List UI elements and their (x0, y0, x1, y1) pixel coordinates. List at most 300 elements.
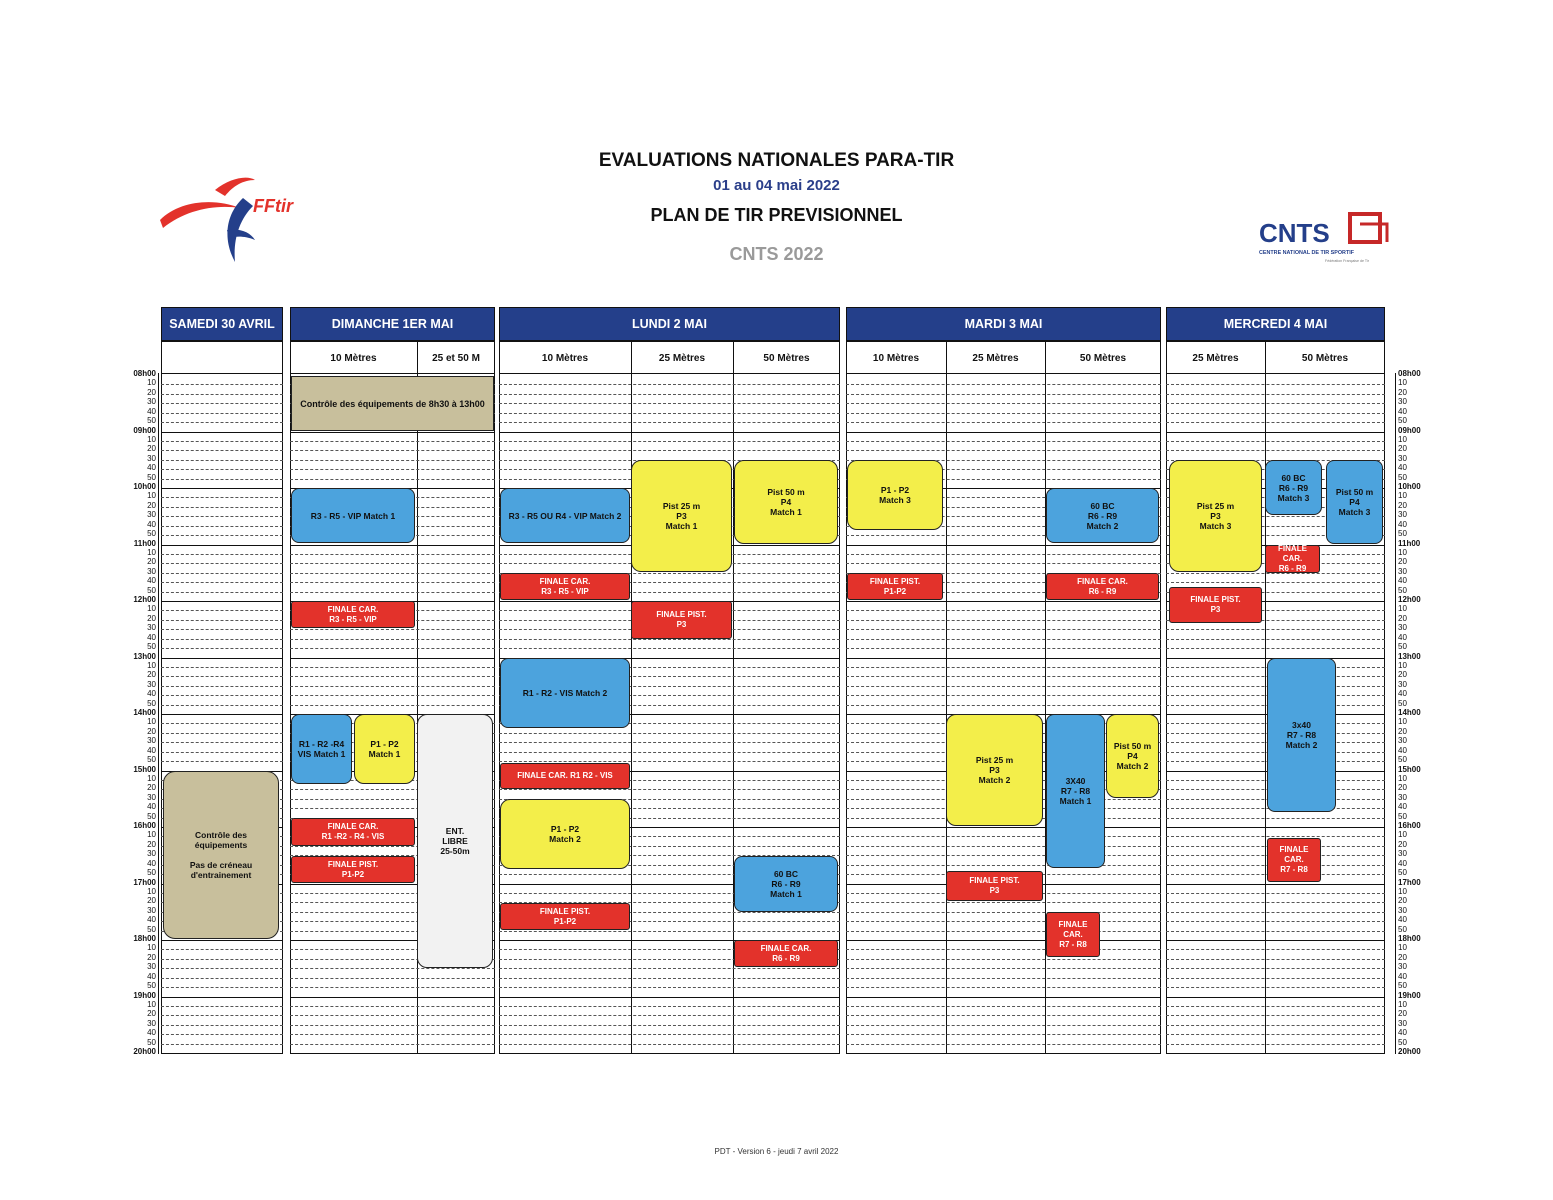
slot-line (161, 667, 283, 668)
hour-line (1166, 997, 1385, 998)
minute-label: 20 (1398, 1009, 1407, 1019)
slot-line (846, 686, 1161, 687)
minute-label: 30 (147, 736, 156, 746)
minute-label: 40 (1398, 463, 1407, 473)
hour-label: 17h00 (133, 877, 156, 887)
slot-line (290, 554, 495, 555)
minute-label: 50 (1398, 472, 1407, 482)
minute-label: 40 (147, 406, 156, 416)
slot-line (161, 563, 283, 564)
slot-line (1166, 1044, 1385, 1045)
minute-label: 30 (1398, 849, 1407, 859)
slot-line (846, 1044, 1161, 1045)
slot-line (499, 394, 840, 395)
slot-line (161, 648, 283, 649)
slot-line (499, 450, 840, 451)
hour-label: 18h00 (1398, 934, 1421, 943)
hour-line (161, 488, 283, 489)
minute-label: 30 (1398, 1018, 1407, 1028)
minute-label: 50 (147, 981, 156, 991)
minute-label: 10 (1398, 660, 1407, 670)
slot-line (290, 648, 495, 649)
slot-line (290, 978, 495, 979)
slot-line (499, 1034, 840, 1035)
slot-line (161, 987, 283, 988)
schedule-event: Pist 50 m P4 Match 2 (1106, 714, 1159, 798)
schedule-event: 60 BC R6 - R9 Match 2 (1046, 488, 1159, 543)
slot-line (161, 705, 283, 706)
minute-label: 30 (147, 623, 156, 633)
day-header: MERCREDI 4 MAI (1166, 307, 1385, 341)
slot-line (846, 563, 1161, 564)
schedule-event: R1 - R2 -R4 VIS Match 1 (291, 714, 352, 784)
minute-label: 40 (1398, 689, 1407, 699)
slot-line (846, 921, 1161, 922)
minute-label: 50 (1398, 1037, 1407, 1047)
minute-label: 20 (1398, 783, 1407, 793)
slot-line (161, 761, 283, 762)
hour-line (846, 545, 1161, 546)
version-footer: PDT - Version 6 - jeudi 7 avril 2022 (714, 1147, 839, 1156)
minute-label: 40 (147, 463, 156, 473)
minute-label: 20 (1398, 670, 1407, 680)
hour-label: 11h00 (133, 538, 156, 548)
hour-line (846, 432, 1161, 433)
minute-label: 20 (147, 783, 156, 793)
hour-line (290, 997, 495, 998)
slot-line (161, 949, 283, 950)
minute-label: 50 (1398, 811, 1407, 821)
minute-label: 30 (147, 679, 156, 689)
slot-line (846, 836, 1161, 837)
minute-label: 50 (1398, 416, 1407, 426)
minute-label: 40 (1398, 1028, 1407, 1038)
hour-label: 16h00 (133, 821, 156, 830)
slot-line (1166, 949, 1385, 950)
schedule-event: 60 BC R6 - R9 Match 3 (1265, 460, 1322, 515)
slot-line (290, 460, 495, 461)
slot-line (499, 1006, 840, 1007)
minute-label: 40 (1398, 971, 1407, 981)
minute-label: 10 (147, 886, 156, 896)
minute-label: 40 (147, 802, 156, 812)
minute-label: 20 (1398, 557, 1407, 567)
slot-line (846, 968, 1161, 969)
slot-line (846, 450, 1161, 451)
minute-label: 40 (147, 971, 156, 981)
slot-line (290, 479, 495, 480)
slot-line (846, 441, 1161, 442)
slot-line (846, 422, 1161, 423)
slot-line (290, 450, 495, 451)
minute-label: 20 (147, 613, 156, 623)
hour-line (290, 658, 495, 659)
minute-label: 10 (147, 604, 156, 614)
minute-label: 10 (1398, 830, 1407, 840)
minute-label: 20 (1398, 500, 1407, 510)
slot-line (846, 695, 1161, 696)
slot-line (846, 1015, 1161, 1016)
slot-line (846, 902, 1161, 903)
slot-line (161, 723, 283, 724)
slot-line (846, 865, 1161, 866)
slot-line (290, 676, 495, 677)
minute-label: 30 (1398, 736, 1407, 746)
slot-line (161, 573, 283, 574)
cnts-logo-caption2: Fédération Française de Tir (1325, 259, 1369, 263)
hour-line (290, 432, 495, 433)
minute-label: 40 (1398, 406, 1407, 416)
range-divider (946, 341, 947, 1054)
hour-line (499, 432, 840, 433)
slot-line (1166, 582, 1385, 583)
minute-label: 10 (1398, 999, 1407, 1009)
hour-label: 19h00 (133, 990, 156, 1000)
minute-label: 30 (147, 510, 156, 520)
slot-line (499, 648, 840, 649)
hour-label: 10h00 (1398, 482, 1421, 491)
slot-line (1166, 394, 1385, 395)
hour-line (846, 373, 1161, 374)
minute-label: 30 (1398, 510, 1407, 520)
minute-label: 50 (147, 868, 156, 878)
minute-label: 30 (1398, 566, 1407, 576)
edition-label: CNTS 2022 (729, 244, 824, 264)
hour-line (1166, 373, 1385, 374)
hour-line (161, 714, 283, 715)
schedule-event: Contrôle des équipements Pas de créneau d'entrainement (163, 771, 279, 939)
minute-label: 10 (147, 491, 156, 501)
slot-line (846, 413, 1161, 414)
hour-label: 14h00 (133, 708, 156, 717)
hour-line (290, 545, 495, 546)
cnts-logo-caption: CENTRE NATIONAL DE TIR SPORTIF (1259, 250, 1355, 256)
minute-label: 30 (1398, 453, 1407, 463)
hour-label: 20h00 (1398, 1047, 1421, 1056)
slot-line (1166, 1015, 1385, 1016)
slot-line (161, 469, 283, 470)
minute-label: 10 (1398, 943, 1407, 953)
schedule-event: Pist 50 m P4 Match 3 (1326, 460, 1383, 544)
minute-label: 20 (147, 670, 156, 680)
slot-line (846, 931, 1161, 932)
schedule-event: P1 - P2 Match 3 (847, 460, 943, 530)
minute-label: 10 (147, 943, 156, 953)
schedule-event: Pist 50 m P4 Match 1 (734, 460, 838, 544)
slot-line (1166, 648, 1385, 649)
slot-line (846, 554, 1161, 555)
minute-label: 50 (147, 585, 156, 595)
hour-label: 19h00 (1398, 990, 1421, 1000)
schedule-event: P1 - P2 Match 1 (354, 714, 415, 784)
slot-line (499, 403, 840, 404)
slot-line (161, 610, 283, 611)
hour-line (846, 997, 1161, 998)
schedule-event: FINALE CAR. R6 - R9 (1046, 573, 1159, 600)
schedule-event: FINALE PIST. P3 (1169, 587, 1262, 623)
slot-line (499, 931, 840, 932)
slot-line (846, 855, 1161, 856)
hour-line (846, 827, 1161, 828)
minute-label: 10 (147, 660, 156, 670)
slot-line (161, 959, 283, 960)
minute-label: 30 (147, 566, 156, 576)
schedule-event: FINALE CAR. R1 -R2 - R4 - VIS (291, 818, 415, 846)
schedule-event: ENT. LIBRE 25-50m (417, 714, 493, 968)
range-header: 25 Mètres (658, 352, 706, 364)
slot-line (161, 1034, 283, 1035)
minute-label: 10 (147, 830, 156, 840)
minute-label: 50 (147, 755, 156, 765)
slot-line (846, 846, 1161, 847)
slot-line (161, 968, 283, 969)
minute-label: 30 (1398, 623, 1407, 633)
slot-line (290, 695, 495, 696)
slot-line (1166, 1006, 1385, 1007)
slot-line (290, 592, 495, 593)
day-header: LUNDI 2 MAI (499, 307, 840, 341)
range-header (161, 343, 283, 373)
hour-line (161, 997, 283, 998)
minute-label: 40 (1398, 745, 1407, 755)
schedule-event: FINALE CAR. R7 - R8 (1267, 838, 1321, 882)
hour-line (161, 545, 283, 546)
schedule-event: FINALE PIST. P1-P2 (291, 856, 415, 883)
slot-line (1166, 441, 1385, 442)
slot-line (499, 384, 840, 385)
hour-line (290, 373, 495, 374)
slot-line (846, 676, 1161, 677)
slot-line (161, 507, 283, 508)
minute-label: 10 (1398, 773, 1407, 783)
day-header: DIMANCHE 1ER MAI (290, 307, 495, 341)
day-column (846, 341, 1161, 1054)
slot-line (846, 912, 1161, 913)
minute-label: 40 (147, 576, 156, 586)
minute-label: 50 (147, 924, 156, 934)
minute-label: 30 (1398, 679, 1407, 689)
hour-label: 20h00 (133, 1047, 156, 1056)
minute-label: 30 (147, 962, 156, 972)
slot-line (161, 450, 283, 451)
minute-label: 50 (1398, 868, 1407, 878)
range-divider (1265, 341, 1266, 1054)
slot-line (1166, 639, 1385, 640)
minute-label: 40 (147, 745, 156, 755)
range-header: 50 Mètres (763, 352, 810, 364)
slot-line (499, 752, 840, 753)
slot-line (290, 639, 495, 640)
slot-line (1166, 1034, 1385, 1035)
slot-line (499, 761, 840, 762)
time-axis-right (1395, 373, 1396, 1054)
range-header: 10 Mètres (541, 352, 589, 364)
slot-line (1166, 384, 1385, 385)
slot-line (846, 394, 1161, 395)
minute-label: 50 (1398, 642, 1407, 652)
slot-line (161, 686, 283, 687)
slot-line (161, 516, 283, 517)
slot-line (1166, 987, 1385, 988)
fftir-logo (155, 170, 315, 265)
slot-line (290, 968, 495, 969)
minute-label: 10 (147, 378, 156, 388)
schedule-event: P1 - P2 Match 2 (500, 799, 630, 869)
minute-label: 20 (1398, 387, 1407, 397)
minute-label: 30 (147, 905, 156, 915)
slot-line (846, 705, 1161, 706)
hour-label: 08h00 (1398, 369, 1421, 378)
minute-label: 20 (1398, 952, 1407, 962)
hour-label: 11h00 (1398, 538, 1421, 548)
minute-label: 50 (147, 698, 156, 708)
minute-label: 10 (1398, 491, 1407, 501)
schedule-event: 3X40 R7 - R8 Match 1 (1046, 714, 1105, 868)
range-header: 10 Mètres (872, 352, 920, 364)
slot-line (161, 592, 283, 593)
hour-label: 09h00 (1398, 425, 1421, 435)
hour-line (499, 373, 840, 374)
schedule-event: FINALE PIST. P1-P2 (500, 903, 630, 930)
slot-line (161, 695, 283, 696)
slot-line (1166, 629, 1385, 630)
hour-line (499, 997, 840, 998)
minute-label: 20 (147, 952, 156, 962)
slot-line (1166, 893, 1385, 894)
hour-label: 17h00 (1398, 877, 1421, 887)
slot-line (161, 978, 283, 979)
minute-label: 10 (147, 773, 156, 783)
minute-label: 20 (147, 500, 156, 510)
minute-label: 10 (147, 434, 156, 444)
minute-label: 30 (147, 792, 156, 802)
minute-label: 20 (1398, 839, 1407, 849)
slot-line (499, 789, 840, 790)
schedule-event: FINALE CAR. R3 - R5 - VIP (500, 573, 630, 600)
slot-line (499, 987, 840, 988)
slot-line (499, 422, 840, 423)
hour-label: 12h00 (1398, 595, 1421, 604)
slot-line (161, 582, 283, 583)
minute-label: 30 (147, 849, 156, 859)
minute-label: 20 (147, 387, 156, 397)
minute-label: 30 (147, 1018, 156, 1028)
minute-label: 10 (1398, 434, 1407, 444)
range-header: 10 Mètres (330, 352, 377, 364)
minute-label: 40 (1398, 576, 1407, 586)
slot-line (1166, 968, 1385, 969)
page-title: EVALUATIONS NATIONALES PARA-TIR (598, 150, 955, 171)
slot-line (161, 384, 283, 385)
minute-label: 10 (147, 999, 156, 1009)
hour-line (846, 940, 1161, 941)
minute-label: 10 (1398, 547, 1407, 557)
slot-line (499, 1044, 840, 1045)
slot-line (1166, 931, 1385, 932)
slot-line (846, 1006, 1161, 1007)
schedule-event: FINALE CAR. R7 - R8 (1046, 912, 1100, 957)
slot-line (846, 949, 1161, 950)
slot-line (1166, 921, 1385, 922)
slot-line (499, 1015, 840, 1016)
minute-label: 20 (147, 839, 156, 849)
slot-line (846, 1025, 1161, 1026)
day-column (161, 341, 283, 1054)
minute-label: 30 (1398, 962, 1407, 972)
hour-label: 12h00 (133, 595, 156, 604)
slot-line (161, 403, 283, 404)
slot-line (499, 441, 840, 442)
hour-line (1166, 827, 1385, 828)
schedule-event: R3 - R5 OU R4 - VIP Match 2 (500, 488, 630, 543)
slot-line (846, 403, 1161, 404)
hour-line (1166, 884, 1385, 885)
range-divider (631, 341, 632, 1054)
slot-line (161, 629, 283, 630)
slot-line (290, 705, 495, 706)
slot-line (1166, 1025, 1385, 1026)
hour-line (161, 658, 283, 659)
minute-label: 50 (1398, 981, 1407, 991)
minute-label: 10 (1398, 604, 1407, 614)
schedule-event: Pist 25 m P3 Match 3 (1169, 460, 1262, 572)
hour-label: 13h00 (133, 651, 156, 661)
minute-label: 10 (1398, 886, 1407, 896)
slot-line (846, 648, 1161, 649)
slot-line (846, 620, 1161, 621)
minute-label: 30 (147, 397, 156, 407)
schedule-event: 60 BC R6 - R9 Match 1 (734, 856, 838, 912)
minute-label: 50 (147, 416, 156, 426)
minute-label: 40 (147, 915, 156, 925)
slot-line (1166, 422, 1385, 423)
slot-line (161, 1025, 283, 1026)
slot-line (161, 422, 283, 423)
range-header: 50 Mètres (1301, 352, 1349, 364)
schedule-event: FINALE CAR. R1 R2 - VIS (500, 763, 630, 789)
slot-line (290, 1044, 495, 1045)
slot-line (161, 497, 283, 498)
minute-label: 50 (147, 472, 156, 482)
minute-label: 20 (1398, 726, 1407, 736)
slot-line (499, 733, 840, 734)
slot-line (290, 573, 495, 574)
slot-line (290, 1025, 495, 1026)
slot-line (290, 1034, 495, 1035)
slot-line (846, 667, 1161, 668)
slot-line (846, 987, 1161, 988)
hour-label: 14h00 (1398, 708, 1421, 717)
slot-line (290, 1006, 495, 1007)
slot-line (290, 441, 495, 442)
minute-label: 40 (1398, 632, 1407, 642)
minute-label: 50 (147, 1037, 156, 1047)
slot-line (290, 987, 495, 988)
range-header: 25 et 50 M (432, 352, 480, 364)
slot-line (161, 1044, 283, 1045)
slot-line (161, 742, 283, 743)
minute-label: 40 (147, 519, 156, 529)
slot-line (161, 535, 283, 536)
slot-line (1166, 413, 1385, 414)
minute-label: 20 (1398, 613, 1407, 623)
minute-label: 20 (1398, 444, 1407, 454)
slot-line (846, 959, 1161, 960)
page-subtitle: PLAN DE TIR PREVISIONNEL (650, 205, 903, 225)
hour-line (161, 432, 283, 433)
minute-label: 50 (1398, 698, 1407, 708)
hour-line (1166, 432, 1385, 433)
